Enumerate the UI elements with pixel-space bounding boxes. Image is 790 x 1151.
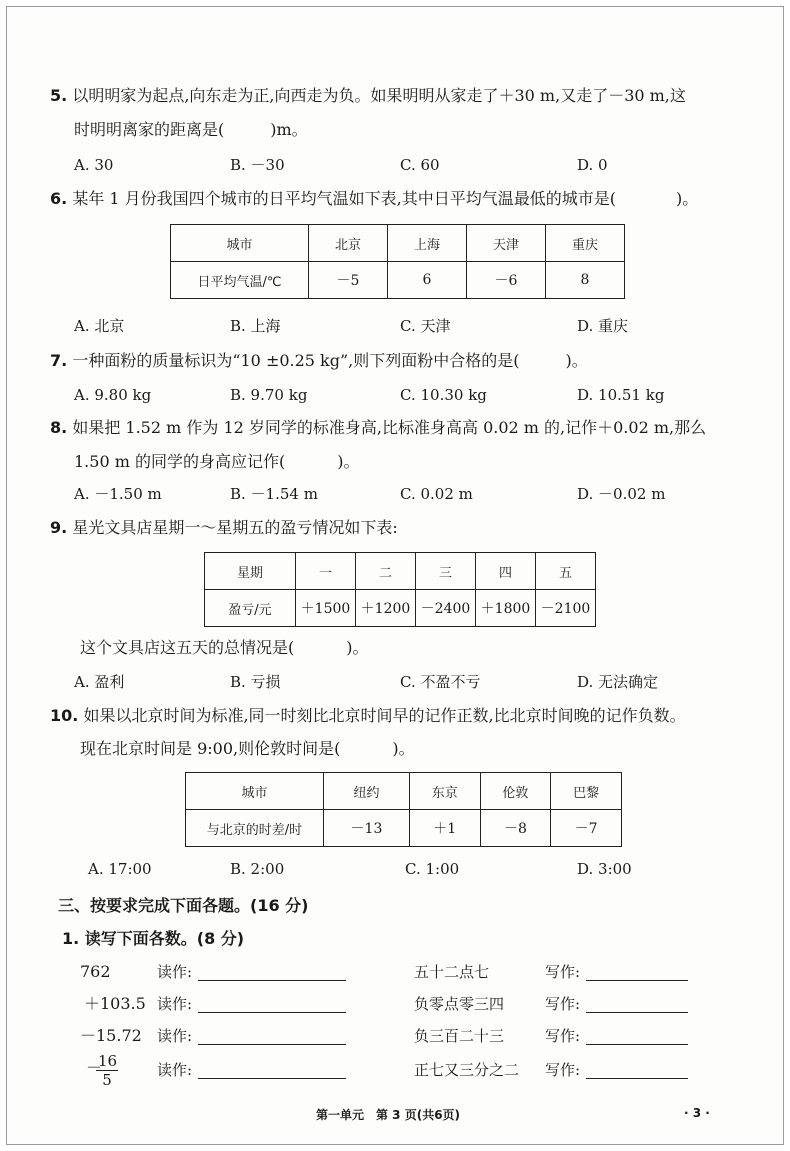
q8-option-d[interactable]: D. －0.02 m (577, 485, 666, 503)
table-cell: 纽约 (324, 773, 410, 810)
q9-question: 这个文具店这五天的总情况是( )。 (80, 638, 369, 657)
q10-option-b[interactable]: B. 2:00 (230, 860, 285, 878)
q10-line1 (50, 706, 686, 726)
read-blank-1[interactable] (198, 980, 346, 981)
table-cell: 五 (536, 553, 596, 590)
table-cell: ＋1500 (296, 590, 356, 627)
table-cell: 城市 (171, 225, 309, 262)
table-cell: 6 (388, 262, 467, 299)
write-words-1: 五十二点七 (414, 963, 490, 981)
q6-line: 6. 某年 1 月份我国四个城市的日平均气温如下表,其中日平均气温最低的城市是( )。 (50, 189, 699, 208)
table-cell: 日平均气温/℃ (171, 262, 309, 299)
q10-text-line1: 如果以北京时间为标准,同一时刻比北京时间早的记作正数,比北京时间晚的记作负数。 (83, 706, 686, 725)
q6-text: 某年 1 月份我国四个城市的日平均气温如下表,其中日平均气温最低的城市是( (72, 189, 616, 208)
read-label-2: 读作: (157, 995, 193, 1013)
fraction-denominator: 5 (102, 1071, 112, 1089)
table-cell: ＋1200 (356, 590, 416, 627)
q7-number: 7. (50, 351, 68, 370)
read-label-4: 读作: (157, 1061, 193, 1079)
q9-option-a[interactable]: A. 盈利 (74, 673, 125, 691)
q7-option-a[interactable]: A. 9.80 kg (74, 386, 152, 404)
read-blank-3[interactable] (198, 1044, 346, 1045)
table-cell: 重庆 (546, 225, 625, 262)
q9-text: 星光文具店星期一～星期五的盈亏情况如下表: (72, 518, 398, 537)
read-blank-4[interactable] (198, 1078, 346, 1079)
q9-profit-table (204, 552, 596, 627)
table-cell: 城市 (186, 773, 324, 810)
table-cell: 二 (356, 553, 416, 590)
table-cell: －2100 (536, 590, 596, 627)
q8-line2: 1.50 m 的同学的身高应记作( )。 (74, 452, 360, 471)
section3-title: 三、按要求完成下面各题。(16 分) (58, 896, 309, 915)
q10-line2: 现在北京时间是 9:00,则伦敦时间是( )。 (80, 739, 415, 758)
q6-option-d[interactable]: D. 重庆 (577, 317, 629, 335)
table-cell: 盈亏/元 (205, 590, 296, 627)
table-row (186, 810, 622, 847)
table-cell: 北京 (309, 225, 388, 262)
q10-option-a[interactable]: A. 17:00 (88, 860, 152, 878)
q6-temperature-table (170, 224, 625, 299)
q9-option-d[interactable]: D. 无法确定 (577, 673, 659, 691)
q6-number: 6. (50, 189, 68, 208)
table-cell: ＋1800 (476, 590, 536, 627)
read-number-2: ＋103.5 (84, 994, 146, 1013)
q8-option-c[interactable]: C. 0.02 m (400, 485, 473, 503)
q7-text: 一种面粉的质量标识为“10 ±0.25 kg”,则下列面粉中合格的是( (72, 351, 520, 370)
q5-number: 5. (50, 86, 68, 105)
q8-option-b[interactable]: B. －1.54 m (230, 485, 318, 503)
table-cell: 星期 (205, 553, 296, 590)
table-cell: 东京 (409, 773, 480, 810)
q10-timezone-table (185, 772, 622, 847)
fraction-numerator: 16 (98, 1052, 118, 1070)
q7-line: 7. 一种面粉的质量标识为“10 ±0.25 kg”,则下列面粉中合格的是( )。 (50, 351, 588, 370)
read-fraction (96, 1052, 118, 1089)
q9-line (50, 518, 398, 538)
fraction-sign: － (86, 1058, 103, 1077)
q6-option-c[interactable]: C. 天津 (400, 317, 451, 335)
write-blank-1[interactable] (586, 980, 688, 981)
table-cell: －2400 (416, 590, 476, 627)
q5-line2: 时明明离家的距离是( )m。 (74, 120, 308, 139)
q10-option-c[interactable]: C. 1:00 (405, 860, 460, 878)
write-label-4: 写作: (545, 1061, 581, 1079)
q9-option-b[interactable]: B. 亏损 (230, 673, 281, 691)
q9-number: 9. (50, 518, 68, 537)
write-words-4: 正七又三分之二 (414, 1061, 520, 1079)
q7-option-d[interactable]: D. 10.51 kg (577, 386, 665, 404)
q5-option-a[interactable]: A. 30 (74, 156, 114, 174)
q5-option-d[interactable]: D. 0 (577, 156, 608, 174)
write-blank-2[interactable] (586, 1012, 688, 1013)
table-cell: 上海 (388, 225, 467, 262)
table-cell: 巴黎 (551, 773, 622, 810)
table-row (171, 262, 625, 299)
write-words-2: 负零点零三四 (414, 995, 505, 1013)
q7-option-c[interactable]: C. 10.30 kg (400, 386, 487, 404)
table-cell: 四 (476, 553, 536, 590)
footer-unit-page: 第一单元 第 3 页(共6页) (316, 1108, 461, 1122)
table-header-row (186, 773, 622, 810)
write-label-2: 写作: (545, 995, 581, 1013)
write-label-1: 写作: (545, 963, 581, 981)
q7-option-b[interactable]: B. 9.70 kg (230, 386, 308, 404)
table-cell: －13 (324, 810, 410, 847)
table-cell: 天津 (467, 225, 546, 262)
write-words-3: 负三百二十三 (414, 1027, 505, 1045)
q8-number: 8. (50, 418, 68, 437)
read-number-3: －15.72 (80, 1026, 142, 1045)
q9-option-c[interactable]: C. 不盈不亏 (400, 673, 481, 691)
q5-option-c[interactable]: C. 60 (400, 156, 440, 174)
q6-option-b[interactable]: B. 上海 (230, 317, 281, 335)
read-label-3: 读作: (157, 1027, 193, 1045)
footer-page-number: · 3 · (684, 1106, 710, 1120)
table-cell: 8 (546, 262, 625, 299)
q10-option-d[interactable]: D. 3:00 (577, 860, 632, 878)
q8-option-a[interactable]: A. －1.50 m (74, 485, 162, 503)
table-cell: 伦敦 (480, 773, 551, 810)
table-cell: －7 (551, 810, 622, 847)
write-blank-3[interactable] (586, 1044, 688, 1045)
table-cell: －8 (480, 810, 551, 847)
write-blank-4[interactable] (586, 1078, 688, 1079)
table-cell: －6 (467, 262, 546, 299)
table-cell: ＋1 (409, 810, 480, 847)
q5-text-line1: 以明明家为起点,向东走为正,向西走为负。如果明明从家走了＋30 m,又走了－30 m,这 (72, 86, 686, 105)
q5-option-b[interactable]: B. －30 (230, 156, 285, 174)
table-header-row (205, 553, 596, 590)
q8-line1 (50, 418, 706, 438)
q8-text-line1: 如果把 1.52 m 作为 12 岁同学的标准身高,比标准身高高 0.02 m 的,记作＋0.02 m,那么 (72, 418, 707, 437)
table-cell: 三 (416, 553, 476, 590)
table-cell: 与北京的时差/时 (186, 810, 324, 847)
table-cell: 一 (296, 553, 356, 590)
section3-q1-title: 1. 读写下面各数。(8 分) (62, 929, 245, 948)
read-blank-2[interactable] (198, 1012, 346, 1013)
table-row (205, 590, 596, 627)
q5-line1 (50, 86, 686, 106)
q10-number: 10. (50, 706, 79, 725)
read-label-1: 读作: (157, 963, 193, 981)
write-label-3: 写作: (545, 1027, 581, 1045)
table-cell: －5 (309, 262, 388, 299)
table-header-row (171, 225, 625, 262)
q6-option-a[interactable]: A. 北京 (74, 317, 125, 335)
read-number-1: 762 (80, 962, 111, 981)
